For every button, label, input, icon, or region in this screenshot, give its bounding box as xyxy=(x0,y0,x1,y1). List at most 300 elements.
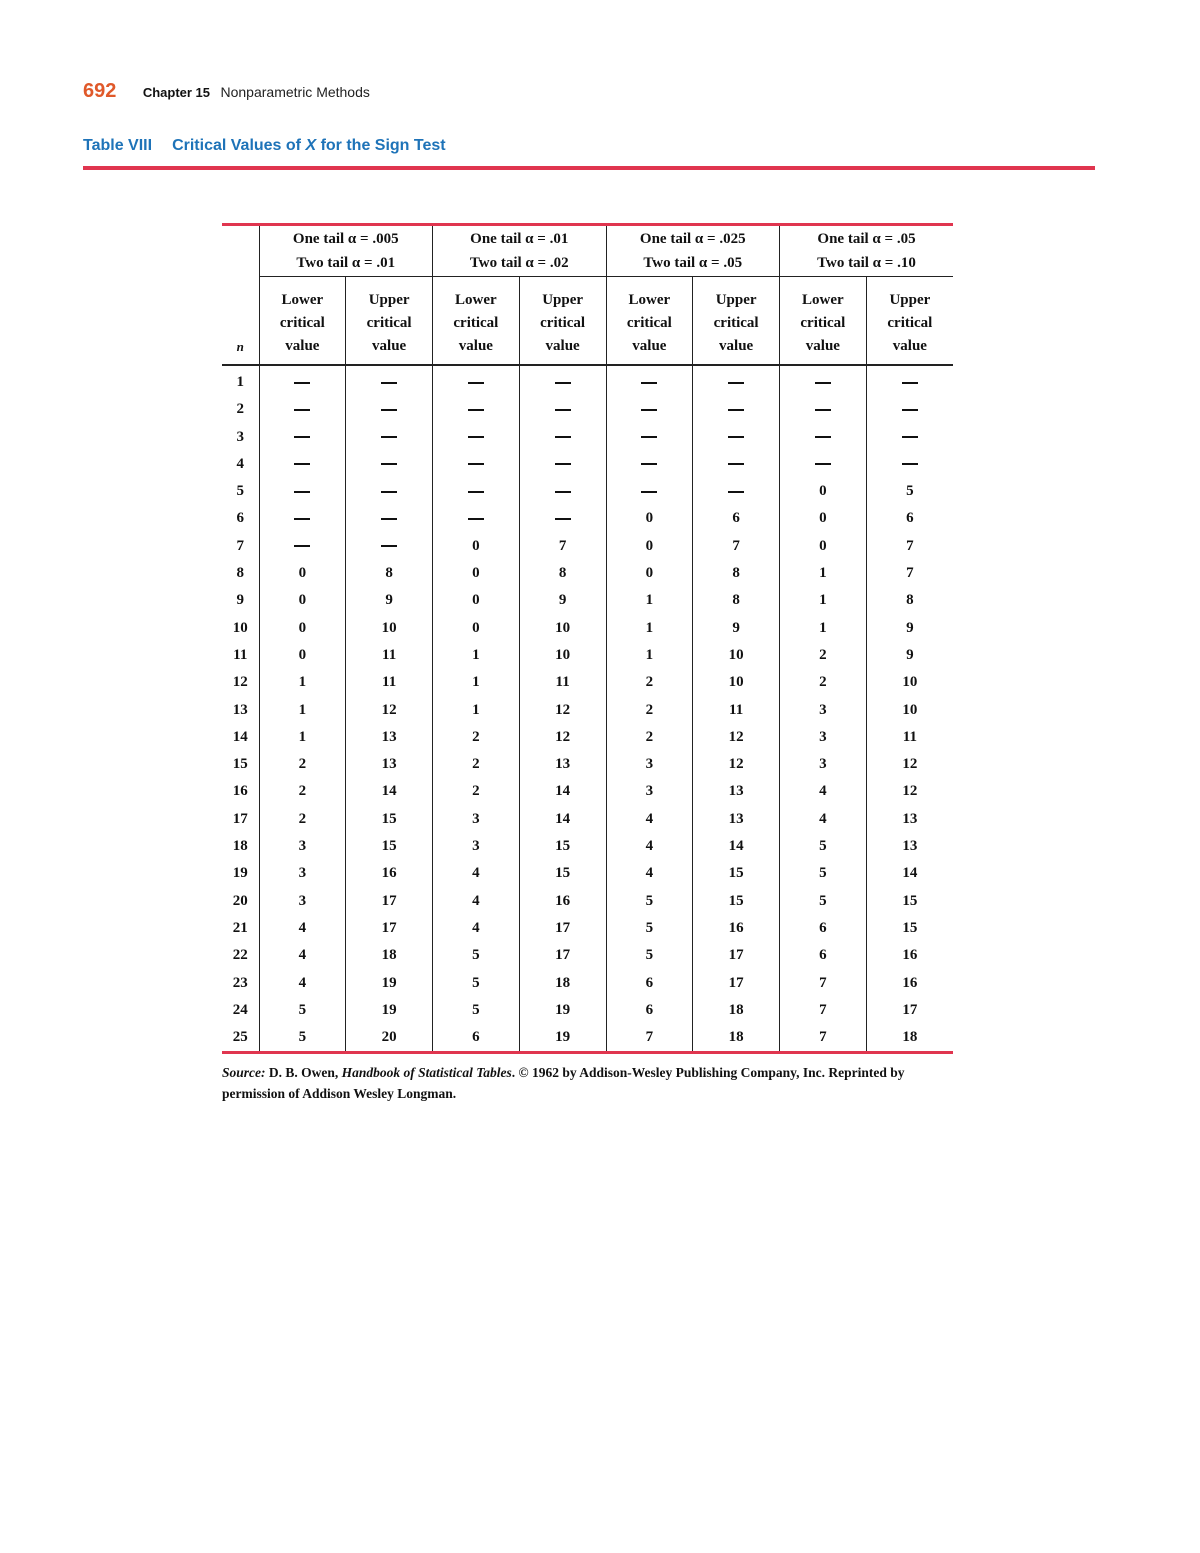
upper-critical-value-cell: 17 xyxy=(693,942,780,969)
n-cell: 22 xyxy=(232,947,248,964)
one-tail-alpha-label: One tail α = .05 xyxy=(817,231,916,247)
upper-critical-value-cell: 12 xyxy=(866,751,953,778)
no-value-cell xyxy=(433,505,520,532)
lower-critical-value-cell: 1 xyxy=(780,587,867,614)
upper-critical-value-cell: 20 xyxy=(346,1024,433,1051)
no-value-cell xyxy=(519,451,606,478)
n-cell: 12 xyxy=(232,674,248,691)
upper-critical-value-cell: 7 xyxy=(866,560,953,587)
lower-critical-value-cell: 2 xyxy=(259,806,346,833)
lower-critical-value-cell: 4 xyxy=(606,806,693,833)
em-dash-mark xyxy=(728,409,744,411)
upper-critical-value-cell: 10 xyxy=(346,615,433,642)
lower-critical-value-cell: 0 xyxy=(433,533,520,560)
upper-critical-value-cell: 12 xyxy=(693,751,780,778)
upper-critical-value-cell: 16 xyxy=(866,970,953,997)
table-row xyxy=(222,697,953,724)
upper-critical-value-cell: 16 xyxy=(346,860,433,887)
upper-critical-value-cell: 17 xyxy=(346,915,433,942)
table-row xyxy=(222,642,953,669)
lower-critical-value-cell: 3 xyxy=(780,697,867,724)
upper-critical-value-cell: 9 xyxy=(519,587,606,614)
upper-critical-value-cell: 8 xyxy=(693,587,780,614)
n-cell: 8 xyxy=(236,565,244,582)
no-value-cell xyxy=(346,451,433,478)
em-dash-mark xyxy=(381,491,397,493)
em-dash-mark xyxy=(468,518,484,520)
n-cell: 18 xyxy=(232,838,248,855)
upper-critical-value-header xyxy=(519,277,606,366)
upper-critical-value-cell: 15 xyxy=(346,833,433,860)
n-cell: 20 xyxy=(232,892,248,909)
alpha-group-header-row xyxy=(222,226,953,277)
no-value-cell xyxy=(866,365,953,396)
upper-critical-value-cell: 18 xyxy=(693,1024,780,1051)
upper-critical-value-cell: 13 xyxy=(693,778,780,805)
upper-critical-value-cell: 14 xyxy=(519,778,606,805)
page-header xyxy=(83,80,370,103)
lower-critical-value-cell: 1 xyxy=(259,724,346,751)
em-dash-mark xyxy=(381,382,397,384)
lower-critical-value-cell: 2 xyxy=(433,778,520,805)
header-line: Lower xyxy=(281,292,324,308)
lower-critical-value-cell: 4 xyxy=(259,970,346,997)
table-row xyxy=(222,751,953,778)
em-dash-mark xyxy=(468,463,484,465)
em-dash-mark xyxy=(815,382,831,384)
em-dash-mark xyxy=(294,463,310,465)
lower-critical-value-cell: 3 xyxy=(780,724,867,751)
lower-critical-value-cell: 0 xyxy=(433,615,520,642)
table-row xyxy=(222,860,953,887)
lower-critical-value-cell: 7 xyxy=(780,997,867,1024)
em-dash-mark xyxy=(641,436,657,438)
lower-critical-value-cell: 4 xyxy=(606,833,693,860)
upper-critical-value-cell: 9 xyxy=(346,587,433,614)
n-cell: 1 xyxy=(236,374,244,390)
upper-critical-value-cell: 14 xyxy=(693,833,780,860)
header-line: value xyxy=(285,338,320,354)
alpha-group-header xyxy=(259,226,433,277)
upper-critical-value-cell: 13 xyxy=(693,806,780,833)
lower-critical-value-cell: 1 xyxy=(606,642,693,669)
em-dash-mark xyxy=(641,409,657,411)
n-cell: 14 xyxy=(232,728,248,745)
table-title xyxy=(83,137,446,155)
source-author: D. B. Owen, xyxy=(265,1065,342,1080)
em-dash-mark xyxy=(294,518,310,520)
two-tail-alpha-label: Two tail α = .10 xyxy=(817,255,916,271)
lower-critical-value-cell: 4 xyxy=(259,942,346,969)
em-dash-mark xyxy=(468,491,484,493)
upper-critical-value-cell: 17 xyxy=(693,970,780,997)
upper-critical-value-cell: 15 xyxy=(519,833,606,860)
table-row xyxy=(222,533,953,560)
lower-critical-value-cell: 6 xyxy=(606,997,693,1024)
upper-critical-value-cell: 7 xyxy=(693,533,780,560)
no-value-cell xyxy=(433,451,520,478)
n-cell: 4 xyxy=(236,455,244,472)
no-value-cell xyxy=(433,424,520,451)
lower-critical-value-cell: 0 xyxy=(606,560,693,587)
no-value-cell xyxy=(346,478,433,505)
table-title-variable: X xyxy=(305,137,317,154)
lower-critical-value-cell: 0 xyxy=(259,615,346,642)
upper-critical-value-cell: 13 xyxy=(346,751,433,778)
no-value-cell xyxy=(780,365,867,396)
upper-critical-value-cell: 14 xyxy=(866,860,953,887)
header-line: critical xyxy=(626,315,672,331)
lower-critical-value-cell: 2 xyxy=(259,751,346,778)
upper-critical-value-cell: 15 xyxy=(346,806,433,833)
upper-critical-value-cell: 12 xyxy=(346,697,433,724)
upper-critical-value-cell: 9 xyxy=(866,615,953,642)
em-dash-mark xyxy=(555,409,571,411)
header-line: Upper xyxy=(715,292,757,308)
one-tail-alpha-label: One tail α = .025 xyxy=(639,231,746,247)
no-value-cell xyxy=(606,478,693,505)
em-dash-mark xyxy=(555,436,571,438)
upper-critical-value-cell: 15 xyxy=(519,860,606,887)
no-value-cell xyxy=(606,365,693,396)
sign-test-table-wrapper xyxy=(222,223,953,1054)
n-cell: 2 xyxy=(236,401,244,418)
em-dash-mark xyxy=(728,491,744,493)
no-value-cell xyxy=(519,505,606,532)
em-dash-mark xyxy=(294,545,310,547)
lower-critical-value-cell: 5 xyxy=(780,833,867,860)
em-dash-mark xyxy=(815,436,831,438)
upper-critical-value-header xyxy=(346,277,433,366)
em-dash-mark xyxy=(381,463,397,465)
em-dash-mark xyxy=(641,491,657,493)
lower-critical-value-cell: 3 xyxy=(606,751,693,778)
no-value-cell xyxy=(346,396,433,423)
upper-critical-value-cell: 14 xyxy=(519,806,606,833)
upper-critical-value-cell: 19 xyxy=(519,1024,606,1051)
table-row xyxy=(222,806,953,833)
lower-critical-value-cell: 1 xyxy=(433,669,520,696)
header-line: critical xyxy=(887,315,933,331)
upper-critical-value-cell: 16 xyxy=(693,915,780,942)
table-row xyxy=(222,1024,953,1051)
upper-critical-value-cell: 12 xyxy=(693,724,780,751)
lower-critical-value-cell: 1 xyxy=(606,587,693,614)
em-dash-mark xyxy=(381,436,397,438)
n-cell: 17 xyxy=(232,810,248,827)
no-value-cell xyxy=(259,533,346,560)
upper-critical-value-cell: 7 xyxy=(866,533,953,560)
upper-critical-value-cell: 16 xyxy=(866,942,953,969)
two-tail-alpha-label: Two tail α = .02 xyxy=(469,255,569,271)
header-line: value xyxy=(545,338,580,354)
no-value-cell xyxy=(780,396,867,423)
table-row xyxy=(222,424,953,451)
upper-critical-value-cell: 8 xyxy=(519,560,606,587)
lower-critical-value-cell: 2 xyxy=(433,751,520,778)
lower-critical-value-cell: 1 xyxy=(433,642,520,669)
header-line: critical xyxy=(800,315,846,331)
no-value-cell xyxy=(346,533,433,560)
table-row xyxy=(222,942,953,969)
source-note xyxy=(222,1062,953,1104)
no-value-cell xyxy=(866,451,953,478)
upper-critical-value-cell: 7 xyxy=(519,533,606,560)
table-body xyxy=(222,365,953,1051)
lower-critical-value-cell: 4 xyxy=(780,778,867,805)
table-row xyxy=(222,451,953,478)
em-dash-mark xyxy=(902,382,918,384)
chapter-title: Nonparametric Methods xyxy=(220,84,370,100)
lower-critical-value-cell: 3 xyxy=(433,806,520,833)
no-value-cell xyxy=(259,478,346,505)
upper-critical-value-cell: 17 xyxy=(866,997,953,1024)
n-cell: 21 xyxy=(232,919,248,936)
upper-critical-value-cell: 11 xyxy=(346,642,433,669)
heading-rule xyxy=(83,166,1095,170)
table-row xyxy=(222,778,953,805)
lower-critical-value-cell: 2 xyxy=(606,669,693,696)
em-dash-mark xyxy=(468,382,484,384)
header-line: critical xyxy=(366,315,412,331)
n-cell: 16 xyxy=(232,783,248,800)
upper-critical-value-cell: 10 xyxy=(866,669,953,696)
lower-critical-value-cell: 7 xyxy=(780,1024,867,1051)
upper-critical-value-cell: 18 xyxy=(519,970,606,997)
lower-critical-value-header xyxy=(433,277,520,366)
table-row xyxy=(222,724,953,751)
lower-critical-value-cell: 3 xyxy=(259,888,346,915)
no-value-cell xyxy=(780,451,867,478)
no-value-cell xyxy=(866,396,953,423)
lower-critical-value-cell: 2 xyxy=(780,642,867,669)
upper-critical-value-cell: 16 xyxy=(519,888,606,915)
table-row xyxy=(222,888,953,915)
page-number: 692 xyxy=(83,80,117,102)
em-dash-mark xyxy=(902,436,918,438)
table-row xyxy=(222,560,953,587)
upper-critical-value-cell: 14 xyxy=(346,778,433,805)
lower-critical-value-header xyxy=(606,277,693,366)
alpha-group-header xyxy=(606,226,780,277)
upper-critical-value-cell: 12 xyxy=(519,724,606,751)
no-value-cell xyxy=(519,396,606,423)
no-value-cell xyxy=(780,424,867,451)
n-cell: 15 xyxy=(232,756,248,773)
lower-critical-value-cell: 6 xyxy=(433,1024,520,1051)
em-dash-mark xyxy=(728,463,744,465)
em-dash-mark xyxy=(728,382,744,384)
upper-critical-value-cell: 11 xyxy=(519,669,606,696)
lower-critical-value-cell: 3 xyxy=(606,778,693,805)
lower-critical-value-cell: 3 xyxy=(259,860,346,887)
lower-critical-value-cell: 0 xyxy=(433,587,520,614)
upper-critical-value-cell: 10 xyxy=(693,669,780,696)
header-line: Upper xyxy=(542,292,584,308)
upper-critical-value-cell: 12 xyxy=(866,778,953,805)
upper-critical-value-cell: 15 xyxy=(866,888,953,915)
upper-critical-value-cell: 19 xyxy=(346,997,433,1024)
table-bottom-rule xyxy=(222,1051,953,1054)
em-dash-mark xyxy=(641,382,657,384)
table-row xyxy=(222,915,953,942)
lower-critical-value-cell: 5 xyxy=(433,942,520,969)
source-label: Source: xyxy=(222,1065,266,1080)
lower-critical-value-cell: 5 xyxy=(780,888,867,915)
lower-critical-value-cell: 0 xyxy=(259,587,346,614)
lower-critical-value-cell: 1 xyxy=(259,669,346,696)
upper-critical-value-cell: 5 xyxy=(866,478,953,505)
lower-critical-value-cell: 5 xyxy=(259,997,346,1024)
lower-critical-value-cell: 4 xyxy=(433,915,520,942)
n-cell: 7 xyxy=(236,537,244,554)
upper-critical-value-cell: 10 xyxy=(519,642,606,669)
upper-critical-value-cell: 9 xyxy=(693,615,780,642)
header-line: critical xyxy=(279,315,325,331)
lower-critical-value-cell: 5 xyxy=(433,970,520,997)
no-value-cell xyxy=(346,365,433,396)
n-column-header: n xyxy=(236,339,244,354)
n-cell: 3 xyxy=(236,428,244,445)
upper-critical-value-cell: 18 xyxy=(346,942,433,969)
header-line: Lower xyxy=(628,292,671,308)
lower-critical-value-cell: 0 xyxy=(780,478,867,505)
upper-critical-value-header xyxy=(693,277,780,366)
header-line: critical xyxy=(453,315,499,331)
lower-critical-value-cell: 0 xyxy=(606,505,693,532)
upper-critical-value-cell: 13 xyxy=(346,724,433,751)
upper-critical-value-cell: 15 xyxy=(866,915,953,942)
header-line: value xyxy=(458,338,493,354)
two-tail-alpha-label: Two tail α = .01 xyxy=(296,255,396,271)
upper-critical-value-cell: 8 xyxy=(346,560,433,587)
lower-critical-value-cell: 4 xyxy=(433,860,520,887)
no-value-cell xyxy=(259,505,346,532)
upper-critical-value-cell: 11 xyxy=(866,724,953,751)
em-dash-mark xyxy=(294,382,310,384)
lower-critical-value-cell: 3 xyxy=(259,833,346,860)
upper-critical-value-cell: 9 xyxy=(866,642,953,669)
alpha-group-header xyxy=(433,226,607,277)
lower-critical-value-cell: 5 xyxy=(433,997,520,1024)
no-value-cell xyxy=(693,365,780,396)
lower-critical-value-cell: 4 xyxy=(433,888,520,915)
em-dash-mark xyxy=(902,409,918,411)
table-row xyxy=(222,970,953,997)
upper-critical-value-cell: 12 xyxy=(519,697,606,724)
lower-critical-value-cell: 5 xyxy=(606,915,693,942)
header-line: value xyxy=(805,338,840,354)
n-cell: 19 xyxy=(232,865,248,882)
no-value-cell xyxy=(346,505,433,532)
em-dash-mark xyxy=(294,409,310,411)
table-row xyxy=(222,997,953,1024)
lower-critical-value-cell: 2 xyxy=(606,724,693,751)
lower-critical-value-cell: 2 xyxy=(259,778,346,805)
header-line: value xyxy=(719,338,754,354)
lower-critical-value-cell: 0 xyxy=(259,642,346,669)
em-dash-mark xyxy=(815,409,831,411)
no-value-cell xyxy=(693,396,780,423)
lower-critical-value-cell: 4 xyxy=(259,915,346,942)
upper-critical-value-cell: 18 xyxy=(866,1024,953,1051)
lower-critical-value-header xyxy=(259,277,346,366)
source-book-title: Handbook of Statistical Tables xyxy=(341,1065,512,1080)
n-cell: 10 xyxy=(232,619,248,636)
header-line: value xyxy=(632,338,667,354)
lower-critical-value-cell: 1 xyxy=(259,697,346,724)
upper-critical-value-cell: 11 xyxy=(346,669,433,696)
header-line: Upper xyxy=(889,292,931,308)
no-value-cell xyxy=(606,451,693,478)
header-line: Lower xyxy=(802,292,844,308)
no-value-cell xyxy=(433,396,520,423)
em-dash-mark xyxy=(815,463,831,465)
no-value-cell xyxy=(259,396,346,423)
no-value-cell xyxy=(259,365,346,396)
no-value-cell xyxy=(693,451,780,478)
lower-critical-value-cell: 3 xyxy=(433,833,520,860)
one-tail-alpha-label: One tail α = .005 xyxy=(292,231,399,247)
lower-critical-value-cell: 2 xyxy=(433,724,520,751)
lower-critical-value-cell: 7 xyxy=(606,1024,693,1051)
table-row xyxy=(222,833,953,860)
table-row xyxy=(222,505,953,532)
em-dash-mark xyxy=(468,409,484,411)
upper-critical-value-cell: 18 xyxy=(693,997,780,1024)
chapter-label: Chapter 15 xyxy=(142,85,211,100)
table-row xyxy=(222,365,953,396)
upper-critical-value-cell: 15 xyxy=(693,860,780,887)
upper-critical-value-cell: 10 xyxy=(519,615,606,642)
one-tail-alpha-label: One tail α = .01 xyxy=(470,231,569,247)
upper-critical-value-cell: 13 xyxy=(866,806,953,833)
upper-critical-value-cell: 19 xyxy=(519,997,606,1024)
no-value-cell xyxy=(519,478,606,505)
n-group-blank xyxy=(222,226,259,277)
em-dash-mark xyxy=(555,382,571,384)
upper-critical-value-header xyxy=(866,277,953,366)
no-value-cell xyxy=(346,424,433,451)
lower-critical-value-cell: 1 xyxy=(780,560,867,587)
em-dash-mark xyxy=(468,436,484,438)
critical-value-header-row xyxy=(222,277,953,366)
upper-critical-value-cell: 6 xyxy=(866,505,953,532)
n-cell: 6 xyxy=(236,510,244,527)
table-title-text-before: Critical Values of xyxy=(172,137,306,154)
em-dash-mark xyxy=(902,463,918,465)
no-value-cell xyxy=(693,424,780,451)
lower-critical-value-cell: 5 xyxy=(780,860,867,887)
lower-critical-value-cell: 2 xyxy=(780,669,867,696)
lower-critical-value-cell: 2 xyxy=(606,697,693,724)
table-row xyxy=(222,396,953,423)
lower-critical-value-cell: 1 xyxy=(606,615,693,642)
upper-critical-value-cell: 17 xyxy=(346,888,433,915)
n-cell: 13 xyxy=(232,701,248,718)
em-dash-mark xyxy=(381,518,397,520)
table-title-text-after: for the Sign Test xyxy=(316,137,446,154)
em-dash-mark xyxy=(555,491,571,493)
lower-critical-value-cell: 6 xyxy=(780,942,867,969)
em-dash-mark xyxy=(381,545,397,547)
source-rest: . © 1962 by Addison-Wesley Publishing Company, Inc. Reprinted by permission of Addison Wesley Longman. xyxy=(222,1065,905,1101)
em-dash-mark xyxy=(555,518,571,520)
upper-critical-value-cell: 13 xyxy=(519,751,606,778)
upper-critical-value-cell: 8 xyxy=(693,560,780,587)
header-line: value xyxy=(892,338,927,354)
lower-critical-value-cell: 0 xyxy=(259,560,346,587)
